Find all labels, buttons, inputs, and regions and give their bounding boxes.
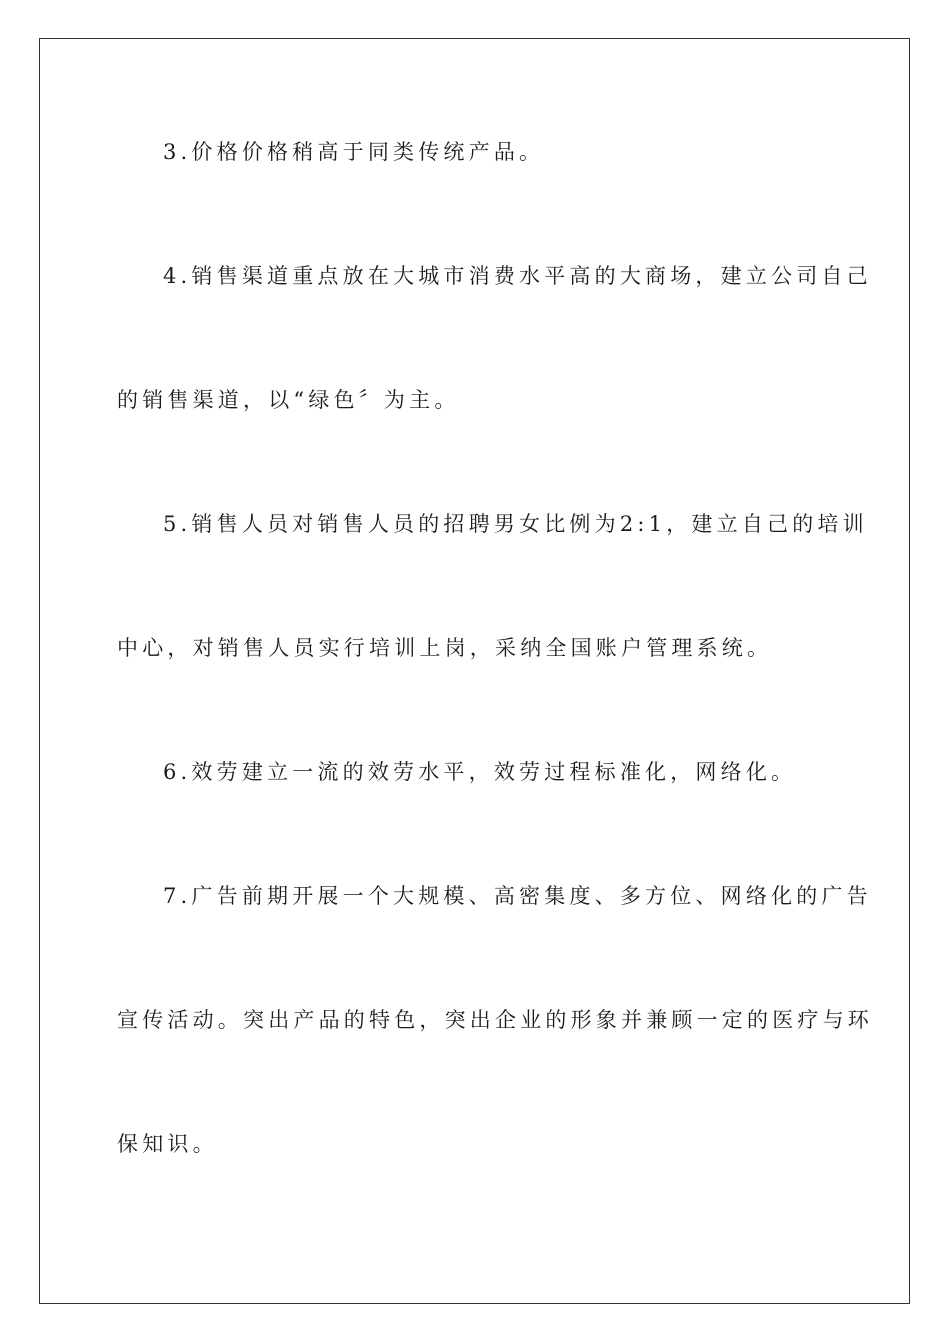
paragraph-5-line-2: 中心，对销售人员实行培训上岗，采纳全国账户管理系统。: [117, 636, 773, 660]
page-border: [39, 38, 910, 1304]
paragraph-7-line-3: 保知识。: [117, 1132, 218, 1156]
paragraph-3-line-1: 3.价格价格稍高于同类传统产品。: [163, 140, 545, 164]
paragraph-7-line-1: 7.广告前期开展一个大规模、高密集度、多方位、网络化的广告: [163, 884, 872, 908]
paragraph-7-line-2: 宣传活动。突出产品的特色，突出企业的形象并兼顾一定的医疗与环: [117, 1008, 873, 1032]
paragraph-6-line-1: 6.效劳建立一流的效劳水平，效劳过程标准化，网络化。: [163, 760, 797, 784]
paragraph-5-line-1: 5.销售人员对销售人员的招聘男女比例为2:1，建立自己的培训: [163, 512, 868, 536]
paragraph-4-line-2: 的销售渠道，以“绿色〞为主。: [117, 388, 460, 412]
paragraph-4-line-1: 4.销售渠道重点放在大城市消费水平高的大商场，建立公司自己: [163, 264, 872, 288]
